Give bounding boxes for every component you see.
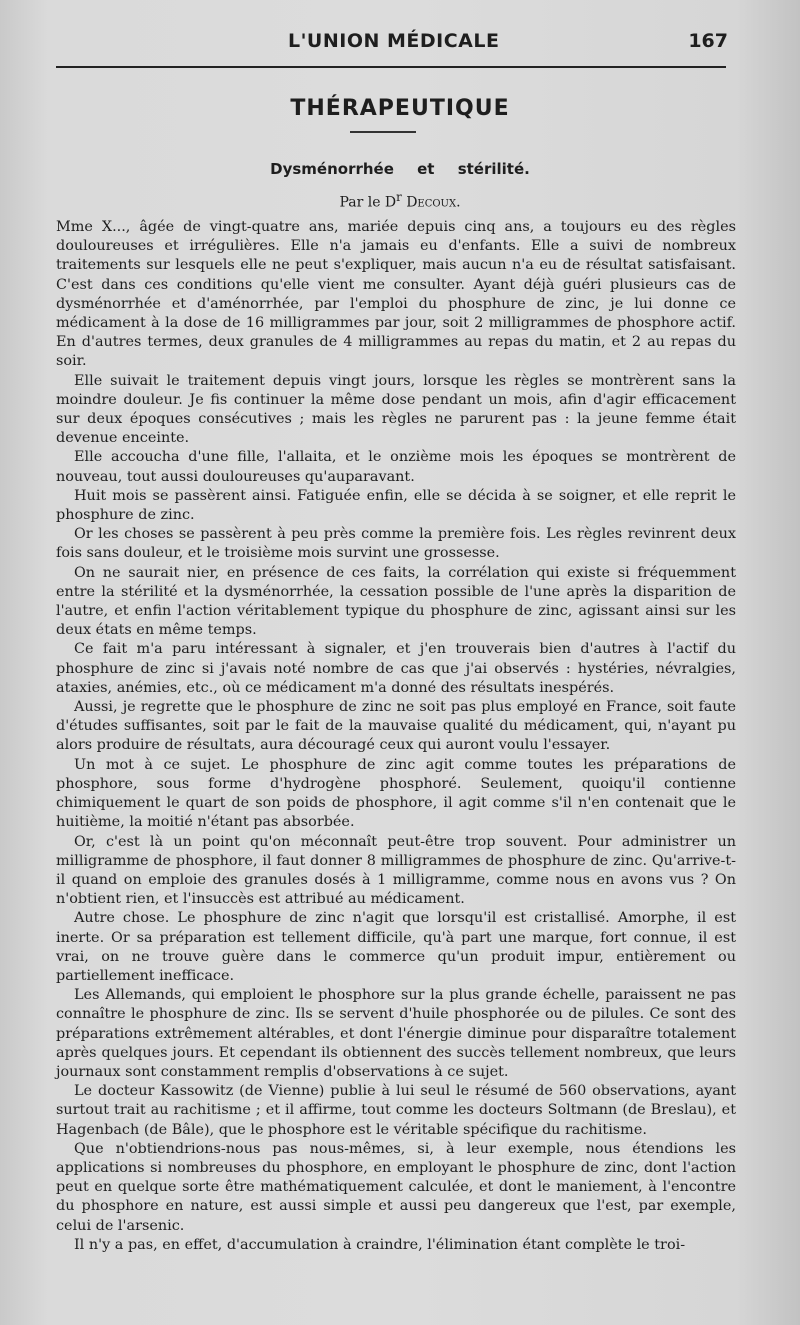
paragraph: Aussi, je regrette que le phosphure de zinc ne soit pas plus employé en France, soit faute d'études suffisantes, soit par le fait de la mauvaise qualité du médicament, qui, n'ayant pu alors produire de résultats, aura découragé ceux qui auront voulu l'essayer.	[56, 699, 736, 754]
paragraph: Mme X..., âgée de vingt-quatre ans, mariée depuis cinq ans, a toujours eu des règles douloureuses et irrégulières. Elle n'a jamais eu d'enfants. Elle a suivi de nombreux traitements sur lesquels elle ne peut s'expliquer, mais aucun n'a eu de résultat satisfaisant. C'est dans ces conditions qu'elle vient me consulter. Ayant déjà guéri plusieurs cas de dysménorrhée et d'aménorrhée, par l'emploi du phosphure de zinc, je lui donne ce médicament à la dose de 16 milligrammes par jour, soit 2 milligrammes de phosphore actif. En d'autres termes, deux granules de 4 milligrammes au repas du matin, et 2 au repas du soir.	[56, 219, 736, 370]
article-body	[56, 218, 736, 1255]
paragraph: Elle suivait le traitement depuis vingt jours, lorsque les règles se montrèrent sans la moindre douleur. Je fis continuer la même dose pendant un mois, afin d'agir efficacement sur deux époques consécutives ; mais les règles ne parurent pas : la jeune femme était devenue enceinte.	[56, 372, 736, 447]
paragraph: Que n'obtiendrions-nous pas nous-mêmes, si, à leur exemple, nous étendions les applications si nombreuses du phosphore, en employant le phosphure de zinc, dont l'action peut en quelque sorte être mathématiquement calculée, et dont le maniement, à l'encontre du phosphore en nature, est aussi simple et aussi peu dangereux que l'est, par exemple, celui de l'arsenic.	[56, 1140, 736, 1234]
paragraph: Un mot à ce sujet. Le phosphure de zinc agit comme toutes les préparations de phosphore, sous forme d'hydrogène phosphoré. Seulement, quoiqu'il contienne chimiquement le quart de son poids de phosphore, il agit comme s'il n'en contenait que le huitième, la moitié n'étant pas absorbée.	[56, 756, 736, 831]
paragraph: Or les choses se passèrent à peu près comme la première fois. Les règles revinrent deux fois sans douleur, et le troisième mois survint une grossesse.	[56, 526, 736, 562]
running-header	[56, 30, 728, 60]
paragraph: Elle accoucha d'une fille, l'allaita, et le onzième mois les époques se montrèrent de nouveau, tout aussi douloureuses qu'auparavant.	[56, 449, 736, 485]
section-rule	[350, 131, 416, 133]
paragraph: On ne saurait nier, en présence de ces faits, la corrélation qui existe si fréquemment entre la stérilité et la dysménorrhée, la cessation possible de l'une après la disparition de l'autre, et enfin l'action véritablement typique du phosphure de zinc, agissant ainsi sur les deux états en même temps.	[56, 564, 736, 639]
paragraph: Ce fait m'a paru intéressant à signaler, et j'en trouverais bien d'autres à l'actif du phosphure de zinc si j'avais noté nombre de cas que j'ai observés : hystéries, névralgies, ataxies, anémies, etc., où ce médicament m'a donné des résultats inespérés.	[56, 641, 736, 696]
paragraph: Les Allemands, qui emploient le phosphore sur la plus grande échelle, paraissent ne pas connaître le phosphure de zinc. Ils se servent d'huile phosphorée ou de pilules. Ce sont des préparations extrêmement altérables, et dont l'énergie diminue pour disparaître totalement après quelques jours. Et cependant ils obtiennent des succès tellement nombreux, que leurs journaux sont constamment remplis d'observations à ce sujet.	[56, 987, 736, 1080]
author-name: Decoux.	[406, 194, 461, 211]
paragraph: Il n'y a pas, en effet, d'accumulation à craindre, l'élimination étant complète le troi-	[74, 1236, 686, 1253]
author-prefix: Par le D	[339, 194, 397, 211]
page-number: 167	[688, 30, 728, 52]
paragraph: Autre chose. Le phosphure de zinc n'agit que lorsqu'il est cristallisé. Amorphe, il est inerte. Or sa préparation est tellement difficile, qu'à part une marque, fort connue, il est vrai, on ne trouve guère dans le commerce qu'un produit impur, entièrement ou partiellement inefficace.	[56, 910, 736, 984]
journal-title: L'UNION MÉDICALE	[288, 30, 500, 52]
article-title: Dysménorrhée et stérilité.	[270, 160, 530, 178]
article-author	[0, 190, 800, 211]
author-prefix-sup: r	[396, 190, 402, 204]
paragraph: Huit mois se passèrent ainsi. Fatiguée enfin, elle se décida à se soigner, et elle reprit le phosphure de zinc.	[56, 487, 736, 524]
paragraph: Le docteur Kassowitz (de Vienne) publie à lui seul le résumé de 560 observations, ayant surtout trait au rachitisme ; et il affirme, tout comme les docteurs Soltmann (de Breslau), et Hagenbach (de Bâle), que le phosphore est le véritable spécifique du rachitisme.	[56, 1083, 736, 1138]
section-title: THÉRAPEUTIQUE	[290, 96, 510, 121]
header-rule	[56, 66, 726, 68]
paragraph: Or, c'est là un point qu'on méconnaît peut-être trop souvent. Pour administrer un milligramme de phosphore, il faut donner 8 milligrammes de phosphure de zinc. Qu'arrive-t-il quand on emploie des granules dosés à 1 milligramme, comme nous en avons vus ? On n'obtient rien, et l'insuccès est attribué au médicament.	[56, 833, 736, 908]
